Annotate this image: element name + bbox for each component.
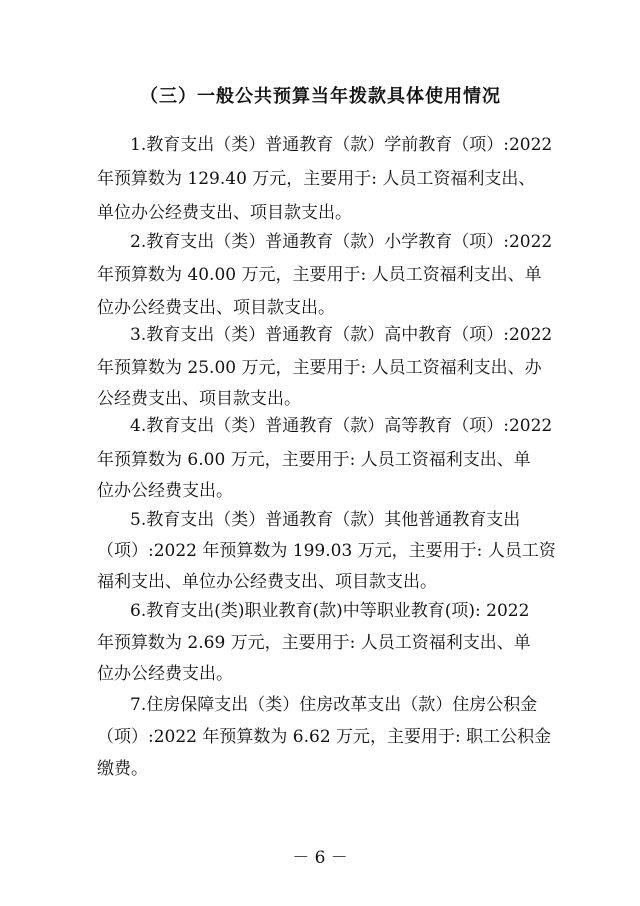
item-5-line-2: （项）:2022 年预算数为 199.03 万元，主要用于: 人员工资 [97, 541, 556, 561]
item-1-line-3: 单位办公经费支出、项目款支出。 [97, 203, 352, 223]
item-6-line-1: 6.教育支出(类)职业教育(款)中等职业教育(项): 2022 [130, 601, 530, 621]
item-3-line-3: 公经费支出、项目款支出。 [97, 389, 301, 409]
section-heading: （三）一般公共预算当年拨款具体使用情况 [140, 86, 501, 107]
item-6-line-2: 年预算数为 2.69 万元，主要用于: 人员工资福利支出、单 [97, 633, 531, 653]
item-1-line-1: 1.教育支出（类）普通教育（款）学前教育（项）:2022 [130, 135, 553, 155]
item-5-line-3: 福利支出、单位办公经费支出、项目款支出。 [97, 572, 437, 592]
item-7-line-1: 7.住房保障支出（类）住房改革支出（款）住房公积金 [130, 695, 538, 715]
item-7-line-2: （项）:2022 年预算数为 6.62 万元，主要用于: 职工公积金 [97, 727, 552, 747]
item-6-line-3: 位办公经费支出。 [97, 664, 233, 684]
item-3-line-2: 年预算数为 25.00 万元，主要用于: 人员工资福利支出、办 [97, 358, 542, 378]
item-3-line-1: 3.教育支出（类）普通教育（款）高中教育（项）:2022 [130, 325, 553, 345]
item-2-line-1: 2.教育支出（类）普通教育（款）小学教育（项）:2022 [130, 232, 553, 252]
item-4-line-1: 4.教育支出（类）普通教育（款）高等教育（项）:2022 [130, 416, 553, 436]
item-5-line-1: 5.教育支出（类）普通教育（款）其他普通教育支出 [130, 510, 521, 530]
item-4-line-2: 年预算数为 6.00 万元，主要用于: 人员工资福利支出、单 [97, 450, 531, 470]
item-2-line-2: 年预算数为 40.00 万元，主要用于: 人员工资福利支出、单 [97, 265, 542, 285]
item-4-line-3: 位办公经费支出。 [97, 481, 233, 501]
item-1-line-2: 年预算数为 129.40 万元，主要用于: 人员工资福利支出、 [97, 169, 536, 189]
page-number: － 6 － [292, 848, 348, 868]
item-7-line-3: 缴费。 [97, 759, 148, 779]
item-2-line-3: 位办公经费支出、项目款支出。 [97, 298, 335, 318]
